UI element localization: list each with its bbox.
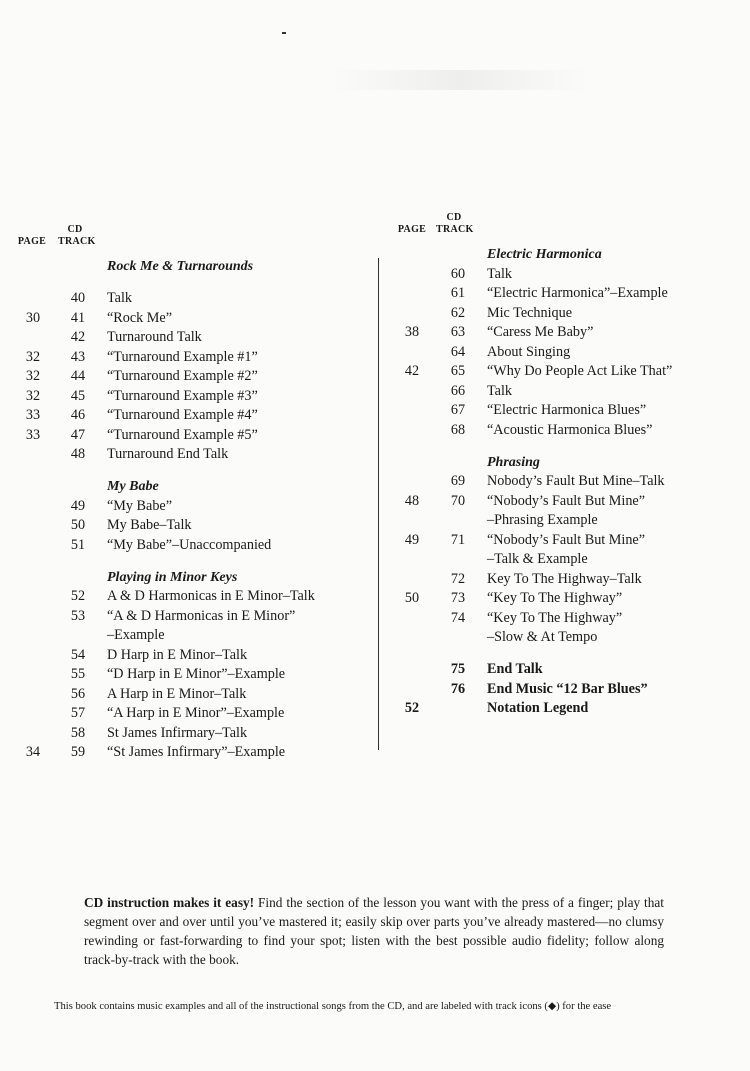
- track-title: “D Harp in E Minor”–Example: [107, 666, 286, 682]
- page-number: 30: [25, 309, 41, 326]
- track-title: Turnaround End Talk: [107, 446, 229, 462]
- track-number: 43: [70, 348, 86, 365]
- track-title: “Turnaround Example #4”: [107, 407, 258, 423]
- track-number: 42: [70, 329, 86, 345]
- track-row: [380, 382, 750, 402]
- track-title: –Example: [107, 627, 165, 643]
- track-title: “Key To The Highway”: [487, 609, 623, 626]
- print-speck: [282, 32, 286, 34]
- track-number: 41: [70, 309, 86, 326]
- page-number: 52: [404, 700, 420, 716]
- track-title: “A Harp in E Minor”–Example: [107, 705, 285, 721]
- track-row: [380, 660, 750, 680]
- track-number: 71: [450, 531, 466, 548]
- cd-instruction-lead: CD instruction makes it easy!: [84, 895, 255, 910]
- track-title: My Babe–Talk: [107, 517, 192, 533]
- track-number: 58: [70, 724, 86, 741]
- track-row: [0, 497, 378, 517]
- track-row: [0, 646, 378, 666]
- section-heading: [0, 257, 378, 277]
- left-track-list: [0, 257, 378, 763]
- track-title: “My Babe”–Unaccompanied: [107, 536, 272, 553]
- track-number: 57: [70, 705, 86, 721]
- section-heading: [380, 245, 750, 265]
- page-number: 48: [404, 492, 420, 509]
- track-row: [380, 609, 750, 629]
- track-row: [380, 589, 750, 609]
- track-title: –Phrasing Example: [487, 512, 598, 528]
- track-row: [380, 304, 750, 324]
- section-title: Electric Harmonica: [487, 247, 602, 262]
- track-title: “Turnaround Example #1”: [107, 348, 258, 365]
- track-title: “My Babe”: [107, 497, 173, 514]
- track-number: 63: [450, 324, 466, 340]
- page-number: 33: [25, 407, 41, 423]
- track-row: [380, 570, 750, 590]
- track-number: 40: [70, 290, 86, 306]
- track-number: 72: [450, 570, 466, 587]
- section-title: Phrasing: [487, 454, 540, 470]
- track-title: End Talk: [487, 661, 543, 677]
- track-number: 65: [450, 363, 466, 379]
- track-row: [0, 426, 378, 446]
- track-title: “Why Do People Act Like That”: [487, 363, 673, 379]
- page-number: 34: [25, 744, 41, 760]
- track-row: [380, 401, 750, 421]
- track-title: Turnaround Talk: [107, 329, 202, 345]
- track-row: [380, 421, 750, 441]
- spacer: [0, 277, 378, 290]
- track-title: –Slow & At Tempo: [487, 629, 598, 645]
- track-number: 68: [450, 421, 466, 438]
- track-row: [380, 472, 750, 492]
- track-row: [0, 743, 378, 763]
- track-number: 44: [70, 368, 86, 384]
- track-number: 51: [70, 536, 86, 553]
- track-title: “Key To The Highway”: [487, 590, 623, 606]
- track-row: [0, 406, 378, 426]
- track-title: “A & D Harmonicas in E Minor”: [107, 607, 296, 624]
- track-row: [0, 289, 378, 309]
- track-row: [0, 367, 378, 387]
- track-title: “Acoustic Harmonica Blues”: [487, 421, 653, 438]
- track-number: 75: [450, 661, 466, 677]
- track-title: Talk: [107, 290, 133, 306]
- track-title: End Music “12 Bar Blues”: [487, 680, 648, 697]
- track-title: D Harp in E Minor–Talk: [107, 646, 248, 663]
- spacer: [380, 648, 750, 661]
- track-row: [380, 362, 750, 382]
- track-title: Mic Technique: [487, 304, 573, 321]
- track-title: Key To The Highway–Talk: [487, 570, 642, 587]
- footer-note: This book contains music examples and all of the instructional songs from the CD, and are labeled with track icons (◆) for the ease: [54, 1001, 612, 1012]
- track-title: “Electric Harmonica”–Example: [487, 285, 668, 301]
- track-title: Nobody’s Fault But Mine–Talk: [487, 473, 665, 489]
- page-number: 49: [404, 531, 420, 548]
- track-row: [380, 492, 750, 512]
- track-row: [0, 309, 378, 329]
- track-row: [380, 680, 750, 700]
- track-number: 56: [70, 685, 86, 702]
- track-number: 66: [450, 382, 466, 399]
- track-number: 49: [70, 497, 86, 514]
- spacer: [0, 555, 378, 568]
- page-number: 32: [25, 387, 41, 404]
- track-title: Talk: [487, 382, 513, 399]
- track-number: 70: [450, 492, 466, 509]
- right-page-header: PAGE: [397, 224, 427, 235]
- left-page-header: PAGE: [17, 236, 47, 247]
- track-row: [0, 704, 378, 724]
- track-title: “Nobody’s Fault But Mine”: [487, 492, 646, 509]
- track-title: –Talk & Example: [487, 551, 588, 567]
- page-number: 42: [404, 363, 420, 379]
- track-number: 76: [450, 680, 466, 697]
- track-number: 48: [70, 446, 86, 462]
- track-row: [0, 348, 378, 368]
- track-row: [380, 628, 750, 648]
- track-number: 69: [450, 473, 466, 489]
- track-title: Talk: [487, 265, 513, 282]
- left-cd-header: CD TRACK: [58, 224, 96, 247]
- track-row: [380, 323, 750, 343]
- track-row: [380, 531, 750, 551]
- page-number: 33: [25, 426, 41, 443]
- track-number: 54: [70, 646, 86, 663]
- section-heading: [0, 477, 378, 497]
- right-cd-header: CD TRACK: [436, 212, 474, 235]
- track-title: A & D Harmonicas in E Minor–Talk: [107, 588, 315, 604]
- right-track-list: [380, 245, 750, 719]
- track-number: 50: [70, 517, 86, 533]
- page-number: 50: [404, 590, 420, 606]
- track-number: 61: [450, 285, 466, 301]
- track-row: [380, 265, 750, 285]
- track-title: “Turnaround Example #2”: [107, 368, 258, 384]
- track-row: [0, 536, 378, 556]
- track-number: 62: [450, 304, 466, 321]
- track-row: [380, 699, 750, 719]
- track-number: 67: [450, 402, 466, 418]
- track-number: 74: [450, 609, 466, 626]
- track-row: [0, 587, 378, 607]
- section-title: Rock Me & Turnarounds: [107, 259, 254, 274]
- page-number: 32: [25, 348, 41, 365]
- track-row: [380, 511, 750, 531]
- track-row: [0, 328, 378, 348]
- track-title: St James Infirmary–Talk: [107, 724, 248, 741]
- track-title: A Harp in E Minor–Talk: [107, 685, 247, 702]
- track-title: “Electric Harmonica Blues”: [487, 402, 647, 418]
- track-row: [0, 387, 378, 407]
- track-title: “Nobody’s Fault But Mine”: [487, 531, 646, 548]
- track-row: [0, 626, 378, 646]
- track-number: 60: [450, 265, 466, 282]
- track-title: “Turnaround Example #5”: [107, 426, 258, 443]
- track-number: 47: [70, 426, 86, 443]
- section-heading: [380, 453, 750, 473]
- track-number: 73: [450, 590, 466, 606]
- track-row: [380, 550, 750, 570]
- track-row: [0, 445, 378, 465]
- track-title: About Singing: [487, 343, 571, 360]
- spacer: [0, 465, 378, 478]
- faded-heading-mark: [330, 70, 590, 90]
- track-number: 53: [70, 607, 86, 624]
- track-row: [380, 284, 750, 304]
- track-number: 46: [70, 407, 86, 423]
- track-row: [0, 607, 378, 627]
- column-divider: [378, 258, 379, 750]
- track-number: 52: [70, 588, 86, 604]
- track-title: Notation Legend: [487, 700, 589, 716]
- track-number: 55: [70, 666, 86, 682]
- cd-instruction-body: Find the section of the lesson you want with the press of a finger; play that segment over and over until you’ve mastered it; easily skip over parts you’ve already mastered—no clumsy rewinding or fast-forwarding to find your spot; listen with the best possible audio fidelity; follow along track-by-track with the book.: [84, 895, 664, 967]
- section-heading: [0, 568, 378, 588]
- track-title: “Rock Me”: [107, 309, 173, 326]
- section-title: Playing in Minor Keys: [107, 569, 238, 585]
- track-title: “Caress Me Baby”: [487, 324, 594, 340]
- spacer: [380, 440, 750, 453]
- track-number: 64: [450, 343, 466, 360]
- cd-instruction-note: [84, 893, 664, 969]
- track-row: [0, 516, 378, 536]
- track-number: 59: [70, 744, 86, 760]
- track-title: “St James Infirmary”–Example: [107, 744, 286, 760]
- track-title: “Turnaround Example #3”: [107, 387, 258, 404]
- track-row: [380, 343, 750, 363]
- section-title: My Babe: [107, 479, 159, 494]
- page-number: 32: [25, 368, 41, 384]
- track-row: [0, 685, 378, 705]
- track-row: [0, 724, 378, 744]
- track-row: [0, 665, 378, 685]
- page-number: 38: [404, 324, 420, 340]
- track-number: 45: [70, 387, 86, 404]
